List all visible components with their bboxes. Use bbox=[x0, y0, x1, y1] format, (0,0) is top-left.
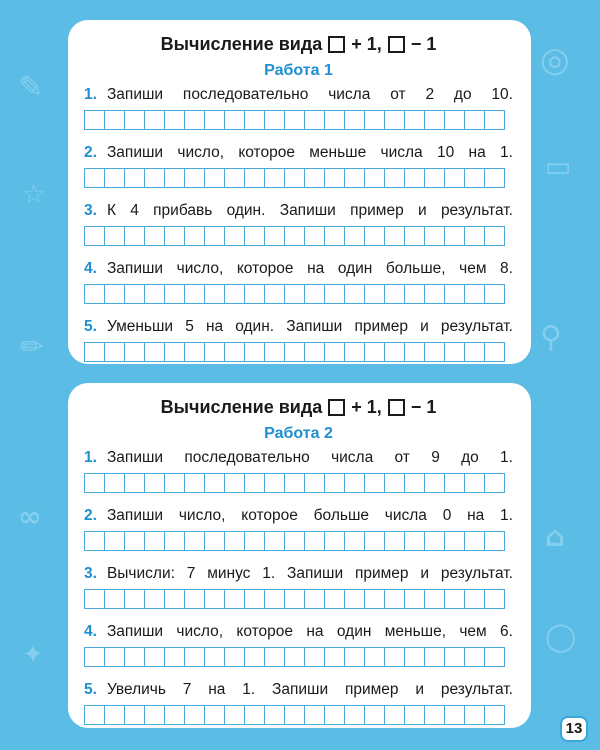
answer-cell[interactable] bbox=[205, 589, 225, 609]
answer-cell[interactable] bbox=[165, 531, 185, 551]
answer-grid[interactable] bbox=[84, 473, 513, 493]
task-line bbox=[84, 316, 513, 338]
answer-cell[interactable] bbox=[225, 647, 245, 667]
answer-cell[interactable] bbox=[125, 226, 145, 246]
answer-cell[interactable] bbox=[365, 284, 385, 304]
answer-cell[interactable] bbox=[145, 284, 165, 304]
task-line bbox=[84, 621, 513, 643]
globe-icon: ◎ bbox=[540, 40, 570, 80]
answer-cell[interactable] bbox=[445, 531, 465, 551]
answer-cell[interactable] bbox=[425, 110, 445, 130]
answer-cell[interactable] bbox=[265, 531, 285, 551]
answer-cell[interactable] bbox=[245, 168, 265, 188]
answer-cell[interactable] bbox=[205, 473, 225, 493]
answer-cell[interactable] bbox=[485, 226, 505, 246]
answer-cell[interactable] bbox=[445, 589, 465, 609]
task-text: Запиши число, которое на один больше, чем 8. bbox=[106, 260, 513, 277]
answer-cell[interactable] bbox=[185, 110, 205, 130]
answer-cell[interactable] bbox=[325, 110, 345, 130]
task-number: 4. bbox=[84, 623, 97, 640]
answer-cell[interactable] bbox=[345, 473, 365, 493]
answer-cell[interactable] bbox=[185, 168, 205, 188]
answer-cell[interactable] bbox=[385, 589, 405, 609]
task-line bbox=[84, 142, 513, 164]
task-item bbox=[84, 316, 513, 362]
answer-cell[interactable] bbox=[245, 647, 265, 667]
answer-cell[interactable] bbox=[485, 110, 505, 130]
answer-cell[interactable] bbox=[185, 284, 205, 304]
answer-cell[interactable] bbox=[385, 705, 405, 725]
answer-cell[interactable] bbox=[185, 226, 205, 246]
answer-cell[interactable] bbox=[325, 342, 345, 362]
answer-cell[interactable] bbox=[105, 705, 125, 725]
answer-cell[interactable] bbox=[225, 589, 245, 609]
answer-cell[interactable] bbox=[205, 342, 225, 362]
answer-cell[interactable] bbox=[205, 705, 225, 725]
answer-cell[interactable] bbox=[125, 342, 145, 362]
title-minus-one: − 1 bbox=[410, 397, 437, 417]
answer-grid[interactable] bbox=[84, 342, 513, 362]
answer-cell[interactable] bbox=[165, 473, 185, 493]
pencil-icon: ✏ bbox=[20, 330, 44, 363]
globe-icon: ◯ bbox=[545, 620, 577, 653]
answer-cell[interactable] bbox=[165, 226, 185, 246]
answer-cell[interactable] bbox=[305, 705, 325, 725]
answer-cell[interactable] bbox=[385, 284, 405, 304]
answer-cell[interactable] bbox=[145, 589, 165, 609]
answer-grid[interactable] bbox=[84, 531, 513, 551]
answer-cell[interactable] bbox=[185, 589, 205, 609]
answer-cell[interactable] bbox=[265, 647, 285, 667]
card-title bbox=[84, 395, 513, 419]
task-item bbox=[84, 447, 513, 493]
worksheet-card-1 bbox=[68, 20, 531, 364]
answer-cell[interactable] bbox=[485, 531, 505, 551]
answer-cell[interactable] bbox=[305, 647, 325, 667]
answer-cell[interactable] bbox=[145, 705, 165, 725]
task-item bbox=[84, 142, 513, 188]
answer-cell[interactable] bbox=[365, 647, 385, 667]
empty-square-icon bbox=[328, 36, 345, 53]
task-list bbox=[84, 84, 513, 362]
task-text: Запиши последовательно числа от 9 до 1. bbox=[106, 449, 513, 466]
task-item bbox=[84, 621, 513, 667]
answer-cell[interactable] bbox=[365, 168, 385, 188]
page-number: 13 bbox=[560, 716, 588, 742]
answer-cell[interactable] bbox=[285, 284, 305, 304]
task-text: Запиши число, которое на один меньше, чем 6. bbox=[106, 623, 513, 640]
answer-cell[interactable] bbox=[485, 284, 505, 304]
answer-cell[interactable] bbox=[85, 342, 105, 362]
answer-cell[interactable] bbox=[185, 342, 205, 362]
answer-cell[interactable] bbox=[425, 473, 445, 493]
answer-cell[interactable] bbox=[365, 342, 385, 362]
answer-cell[interactable] bbox=[365, 110, 385, 130]
answer-cell[interactable] bbox=[465, 589, 485, 609]
answer-cell[interactable] bbox=[405, 647, 425, 667]
task-item bbox=[84, 84, 513, 130]
answer-cell[interactable] bbox=[145, 226, 165, 246]
answer-cell[interactable] bbox=[165, 589, 185, 609]
answer-cell[interactable] bbox=[405, 705, 425, 725]
answer-cell[interactable] bbox=[85, 473, 105, 493]
answer-cell[interactable] bbox=[85, 168, 105, 188]
answer-grid[interactable] bbox=[84, 647, 513, 667]
answer-cell[interactable] bbox=[325, 647, 345, 667]
answer-cell[interactable] bbox=[225, 342, 245, 362]
task-text: Вычисли: 7 минус 1. Запиши пример и результат. bbox=[106, 565, 513, 582]
task-line bbox=[84, 563, 513, 585]
graduation-cap-icon: ⌂ bbox=[545, 520, 566, 553]
answer-cell[interactable] bbox=[145, 473, 165, 493]
answer-cell[interactable] bbox=[225, 531, 245, 551]
answer-cell[interactable] bbox=[465, 284, 485, 304]
answer-cell[interactable] bbox=[105, 342, 125, 362]
answer-cell[interactable] bbox=[205, 226, 225, 246]
answer-cell[interactable] bbox=[265, 226, 285, 246]
task-number: 5. bbox=[84, 318, 97, 335]
answer-cell[interactable] bbox=[345, 342, 365, 362]
answer-cell[interactable] bbox=[485, 342, 505, 362]
answer-cell[interactable] bbox=[425, 226, 445, 246]
answer-cell[interactable] bbox=[105, 647, 125, 667]
answer-cell[interactable] bbox=[105, 589, 125, 609]
task-number: 5. bbox=[84, 681, 97, 698]
answer-cell[interactable] bbox=[365, 531, 385, 551]
answer-cell[interactable] bbox=[305, 342, 325, 362]
task-text: Запиши последовательно числа от 2 до 10. bbox=[106, 86, 513, 103]
ruler-icon: ▭ bbox=[545, 150, 572, 183]
answer-cell[interactable] bbox=[325, 531, 345, 551]
answer-cell[interactable] bbox=[445, 342, 465, 362]
answer-cell[interactable] bbox=[285, 226, 305, 246]
title-text: Вычисление вида bbox=[160, 34, 323, 54]
title-text: Вычисление вида bbox=[160, 397, 323, 417]
answer-grid[interactable] bbox=[84, 284, 513, 304]
task-item bbox=[84, 258, 513, 304]
answer-cell[interactable] bbox=[225, 705, 245, 725]
answer-cell[interactable] bbox=[265, 110, 285, 130]
answer-cell[interactable] bbox=[225, 226, 245, 246]
answer-cell[interactable] bbox=[245, 705, 265, 725]
answer-cell[interactable] bbox=[185, 531, 205, 551]
answer-cell[interactable] bbox=[365, 226, 385, 246]
answer-cell[interactable] bbox=[85, 531, 105, 551]
answer-cell[interactable] bbox=[445, 473, 465, 493]
answer-cell[interactable] bbox=[285, 342, 305, 362]
answer-cell[interactable] bbox=[325, 226, 345, 246]
answer-cell[interactable] bbox=[345, 647, 365, 667]
answer-cell[interactable] bbox=[105, 284, 125, 304]
answer-cell[interactable] bbox=[85, 705, 105, 725]
answer-cell[interactable] bbox=[465, 647, 485, 667]
answer-cell[interactable] bbox=[225, 473, 245, 493]
answer-cell[interactable] bbox=[265, 342, 285, 362]
answer-cell[interactable] bbox=[305, 168, 325, 188]
answer-cell[interactable] bbox=[145, 342, 165, 362]
answer-cell[interactable] bbox=[325, 473, 345, 493]
task-text: К 4 прибавь один. Запиши пример и результат. bbox=[106, 202, 513, 219]
answer-cell[interactable] bbox=[165, 110, 185, 130]
title-minus-one: − 1 bbox=[410, 34, 437, 54]
answer-grid[interactable] bbox=[84, 110, 513, 130]
answer-cell[interactable] bbox=[485, 647, 505, 667]
answer-cell[interactable] bbox=[205, 110, 225, 130]
answer-cell[interactable] bbox=[265, 589, 285, 609]
answer-cell[interactable] bbox=[345, 168, 365, 188]
answer-cell[interactable] bbox=[325, 284, 345, 304]
answer-cell[interactable] bbox=[85, 589, 105, 609]
answer-cell[interactable] bbox=[425, 342, 445, 362]
answer-cell[interactable] bbox=[285, 589, 305, 609]
answer-cell[interactable] bbox=[365, 473, 385, 493]
answer-cell[interactable] bbox=[225, 110, 245, 130]
answer-cell[interactable] bbox=[385, 647, 405, 667]
answer-cell[interactable] bbox=[305, 226, 325, 246]
empty-square-icon bbox=[388, 399, 405, 416]
answer-cell[interactable] bbox=[325, 168, 345, 188]
answer-cell[interactable] bbox=[205, 647, 225, 667]
answer-cell[interactable] bbox=[385, 473, 405, 493]
answer-cell[interactable] bbox=[465, 531, 485, 551]
task-line bbox=[84, 84, 513, 106]
task-line bbox=[84, 200, 513, 222]
answer-cell[interactable] bbox=[445, 705, 465, 725]
answer-cell[interactable] bbox=[485, 705, 505, 725]
answer-cell[interactable] bbox=[125, 647, 145, 667]
task-number: 4. bbox=[84, 260, 97, 277]
answer-cell[interactable] bbox=[425, 705, 445, 725]
answer-cell[interactable] bbox=[385, 342, 405, 362]
answer-cell[interactable] bbox=[245, 342, 265, 362]
answer-cell[interactable] bbox=[445, 284, 465, 304]
answer-cell[interactable] bbox=[165, 284, 185, 304]
answer-cell[interactable] bbox=[465, 705, 485, 725]
answer-cell[interactable] bbox=[165, 647, 185, 667]
answer-cell[interactable] bbox=[385, 168, 405, 188]
answer-cell[interactable] bbox=[285, 705, 305, 725]
worksheet-card-2 bbox=[68, 383, 531, 728]
card-title bbox=[84, 32, 513, 56]
answer-cell[interactable] bbox=[265, 168, 285, 188]
answer-cell[interactable] bbox=[265, 284, 285, 304]
answer-cell[interactable] bbox=[245, 110, 265, 130]
task-number: 2. bbox=[84, 507, 97, 524]
answer-cell[interactable] bbox=[465, 168, 485, 188]
answer-cell[interactable] bbox=[165, 342, 185, 362]
answer-cell[interactable] bbox=[185, 705, 205, 725]
answer-cell[interactable] bbox=[185, 647, 205, 667]
answer-cell[interactable] bbox=[165, 168, 185, 188]
answer-cell[interactable] bbox=[245, 226, 265, 246]
answer-cell[interactable] bbox=[125, 168, 145, 188]
lightbulb-icon: ✎ bbox=[18, 70, 44, 105]
answer-cell[interactable] bbox=[265, 473, 285, 493]
answer-cell[interactable] bbox=[345, 284, 365, 304]
answer-grid[interactable] bbox=[84, 705, 513, 725]
answer-cell[interactable] bbox=[125, 705, 145, 725]
answer-cell[interactable] bbox=[125, 110, 145, 130]
task-number: 1. bbox=[84, 86, 97, 103]
task-number: 3. bbox=[84, 202, 97, 219]
paperclip-icon: ∞ bbox=[18, 500, 42, 533]
answer-cell[interactable] bbox=[385, 110, 405, 130]
magnifier-icon: ⚲ bbox=[540, 320, 562, 355]
task-item bbox=[84, 200, 513, 246]
task-item bbox=[84, 505, 513, 551]
task-text: Запиши число, которое больше числа 0 на 1. bbox=[106, 507, 513, 524]
answer-cell[interactable] bbox=[285, 168, 305, 188]
answer-cell[interactable] bbox=[485, 168, 505, 188]
answer-cell[interactable] bbox=[205, 284, 225, 304]
answer-grid[interactable] bbox=[84, 168, 513, 188]
answer-cell[interactable] bbox=[345, 705, 365, 725]
answer-cell[interactable] bbox=[445, 647, 465, 667]
answer-cell[interactable] bbox=[485, 589, 505, 609]
star-icon: ✦ bbox=[22, 640, 44, 670]
task-number: 1. bbox=[84, 449, 97, 466]
answer-cell[interactable] bbox=[465, 342, 485, 362]
answer-cell[interactable] bbox=[325, 705, 345, 725]
answer-cell[interactable] bbox=[405, 473, 425, 493]
answer-cell[interactable] bbox=[405, 168, 425, 188]
empty-square-icon bbox=[388, 36, 405, 53]
answer-cell[interactable] bbox=[225, 284, 245, 304]
answer-cell[interactable] bbox=[285, 110, 305, 130]
answer-cell[interactable] bbox=[405, 284, 425, 304]
answer-cell[interactable] bbox=[105, 168, 125, 188]
answer-cell[interactable] bbox=[305, 473, 325, 493]
answer-cell[interactable] bbox=[385, 226, 405, 246]
answer-cell[interactable] bbox=[285, 473, 305, 493]
answer-cell[interactable] bbox=[465, 110, 485, 130]
answer-cell[interactable] bbox=[145, 647, 165, 667]
task-text: Запиши число, которое меньше числа 10 на 1. bbox=[106, 144, 513, 161]
answer-cell[interactable] bbox=[345, 531, 365, 551]
answer-grid[interactable] bbox=[84, 589, 513, 609]
answer-cell[interactable] bbox=[325, 589, 345, 609]
answer-cell[interactable] bbox=[305, 531, 325, 551]
answer-cell[interactable] bbox=[245, 589, 265, 609]
empty-square-icon bbox=[328, 399, 345, 416]
answer-cell[interactable] bbox=[405, 110, 425, 130]
answer-cell[interactable] bbox=[125, 531, 145, 551]
answer-cell[interactable] bbox=[265, 705, 285, 725]
answer-cell[interactable] bbox=[305, 589, 325, 609]
answer-cell[interactable] bbox=[425, 589, 445, 609]
title-plus-one: + 1, bbox=[351, 397, 382, 417]
task-line bbox=[84, 258, 513, 280]
answer-cell[interactable] bbox=[365, 705, 385, 725]
task-number: 3. bbox=[84, 565, 97, 582]
answer-cell[interactable] bbox=[205, 531, 225, 551]
answer-cell[interactable] bbox=[445, 226, 465, 246]
answer-cell[interactable] bbox=[105, 473, 125, 493]
answer-cell[interactable] bbox=[425, 168, 445, 188]
answer-cell[interactable] bbox=[105, 226, 125, 246]
answer-cell[interactable] bbox=[405, 589, 425, 609]
answer-cell[interactable] bbox=[425, 531, 445, 551]
answer-grid[interactable] bbox=[84, 226, 513, 246]
task-line bbox=[84, 505, 513, 527]
answer-cell[interactable] bbox=[125, 284, 145, 304]
answer-cell[interactable] bbox=[465, 473, 485, 493]
answer-cell[interactable] bbox=[445, 110, 465, 130]
answer-cell[interactable] bbox=[485, 473, 505, 493]
answer-cell[interactable] bbox=[145, 531, 165, 551]
answer-cell[interactable] bbox=[245, 531, 265, 551]
answer-cell[interactable] bbox=[365, 589, 385, 609]
answer-cell[interactable] bbox=[85, 284, 105, 304]
answer-cell[interactable] bbox=[125, 473, 145, 493]
answer-cell[interactable] bbox=[405, 342, 425, 362]
answer-cell[interactable] bbox=[245, 284, 265, 304]
answer-cell[interactable] bbox=[145, 110, 165, 130]
work-subtitle: Работа 1 bbox=[264, 62, 333, 79]
answer-cell[interactable] bbox=[85, 647, 105, 667]
task-list bbox=[84, 447, 513, 725]
task-number: 2. bbox=[84, 144, 97, 161]
answer-cell[interactable] bbox=[145, 168, 165, 188]
task-line bbox=[84, 447, 513, 469]
answer-cell[interactable] bbox=[205, 168, 225, 188]
answer-cell[interactable] bbox=[405, 531, 425, 551]
answer-cell[interactable] bbox=[225, 168, 245, 188]
answer-cell[interactable] bbox=[105, 531, 125, 551]
answer-cell[interactable] bbox=[445, 168, 465, 188]
answer-cell[interactable] bbox=[345, 226, 365, 246]
task-item bbox=[84, 563, 513, 609]
answer-cell[interactable] bbox=[345, 110, 365, 130]
answer-cell[interactable] bbox=[345, 589, 365, 609]
answer-cell[interactable] bbox=[465, 226, 485, 246]
task-line bbox=[84, 679, 513, 701]
star-icon: ☆ bbox=[22, 180, 46, 210]
answer-cell[interactable] bbox=[245, 473, 265, 493]
answer-cell[interactable] bbox=[165, 705, 185, 725]
answer-cell[interactable] bbox=[105, 110, 125, 130]
answer-cell[interactable] bbox=[125, 589, 145, 609]
answer-cell[interactable] bbox=[425, 647, 445, 667]
answer-cell[interactable] bbox=[85, 110, 105, 130]
task-item bbox=[84, 679, 513, 725]
answer-cell[interactable] bbox=[185, 473, 205, 493]
task-text: Уменьши 5 на один. Запиши пример и результат. bbox=[106, 318, 513, 335]
answer-cell[interactable] bbox=[305, 284, 325, 304]
answer-cell[interactable] bbox=[285, 647, 305, 667]
title-plus-one: + 1, bbox=[351, 34, 382, 54]
answer-cell[interactable] bbox=[85, 226, 105, 246]
answer-cell[interactable] bbox=[285, 531, 305, 551]
answer-cell[interactable] bbox=[405, 226, 425, 246]
answer-cell[interactable] bbox=[385, 531, 405, 551]
answer-cell[interactable] bbox=[425, 284, 445, 304]
answer-cell[interactable] bbox=[305, 110, 325, 130]
work-subtitle: Работа 2 bbox=[264, 425, 333, 442]
task-text: Увеличь 7 на 1. Запиши пример и результат. bbox=[106, 681, 513, 698]
